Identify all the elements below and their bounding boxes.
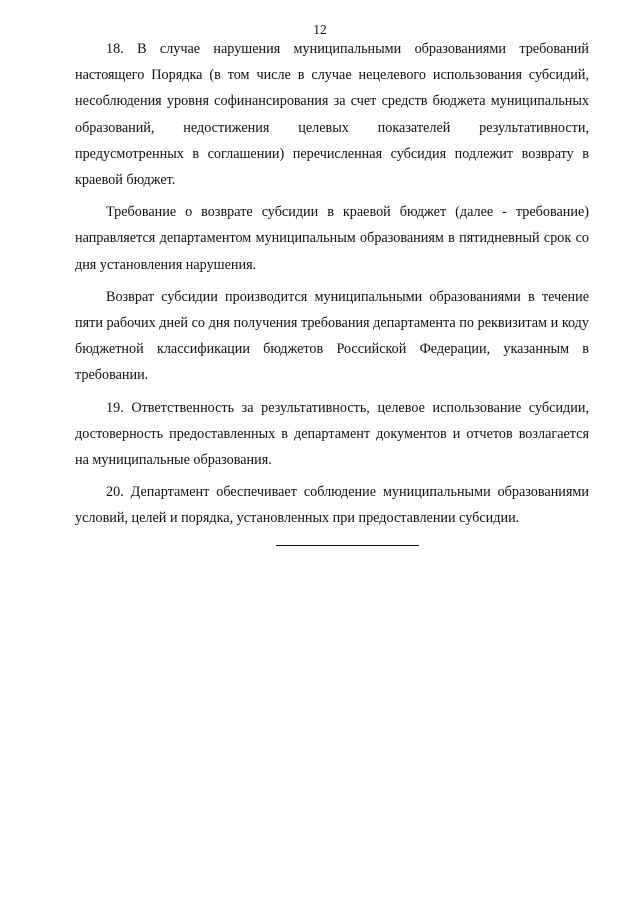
end-of-text-rule — [276, 545, 419, 546]
page-number: 12 — [313, 22, 327, 37]
paragraph-item-19: 19. Ответственность за результативность, целевое использование субсидии, достоверность предоставленных в департамент документов и отчетов возлагается на муниципальные образования. — [75, 399, 589, 469]
document-body — [75, 36, 589, 532]
paragraph-repayment-procedure: Возврат субсидии производится муниципальными образованиями в течение пяти рабочих дней со дня получения требования департамента по реквизитам и коду бюджетной классификации бюджетов Российской Федерации, указанным в требовании. — [75, 288, 589, 384]
paragraph-item-18: 18. В случае нарушения муниципальными образованиями требований настоящего Порядка (в том числе в случае нецелевого использования субсидий, несоблюдения уровня софинансирования за счет средств бюджета муниципальных образований, недостижения целевых показателей результативности, предусмотренных в соглашении) перечисленная субсидия подлежит возврату в краевой бюджет. — [75, 41, 589, 189]
paragraph-item-20: 20. Департамент обеспечивает соблюдение муниципальными образованиями условий, целей и порядка, установленных при предоставлении субсидии. — [75, 484, 589, 527]
paragraph-repayment-demand: Требование о возврате субсидии в краевой бюджет (далее - требование) направляется департаментом муниципальным образованиям в пятидневный срок со дня установления нарушения. — [75, 204, 589, 273]
